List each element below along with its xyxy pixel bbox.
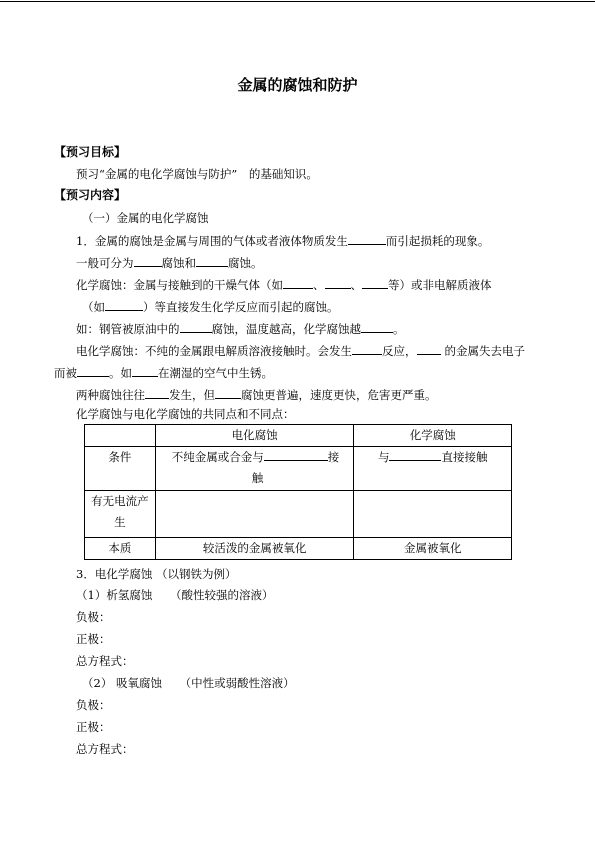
fill-blank[interactable] [348,233,386,245]
oxygen-note: （中性或弱酸性溶液） [179,676,295,690]
p4-text-a: （如 [82,300,105,314]
oxygen-label: （2） 吸氧腐蚀 [82,676,162,690]
table-row-current [85,491,512,538]
p3-text-d: 等）或非电解质液体 [388,278,492,292]
cell-current-electro [155,491,354,538]
fill-blank[interactable] [389,449,441,461]
row-label-current [85,491,156,538]
p8-text-b: 发生，但 [169,388,215,402]
hydrogen-positive-label: 正极： [76,632,111,646]
condition-electro-text-b: 接 [327,450,340,464]
cell-condition-chem [354,447,512,491]
p5-text-a: 如：钢管被原油中的 [76,322,180,336]
p2-text-c: 腐蚀。 [228,256,263,270]
goal-header: 【预习目标】 [54,145,127,159]
table-corner-cell [85,425,156,447]
paragraph-7 [54,365,273,381]
paragraph-6 [76,343,525,359]
goal-text [76,166,318,182]
cell-essence-electro: 较活泼的金属被氧化 [155,538,354,560]
fill-blank[interactable] [417,343,441,355]
p8-text-a: 两种腐蚀往往 [76,388,145,402]
table-row-essence [85,538,512,560]
fill-blank[interactable] [145,387,169,399]
p3-text-a: 化学腐蚀：金属与接触到的干燥气体（如 [76,278,283,292]
p6-text-c: 的金属失去电子 [444,344,525,358]
row-label-essence: 本质 [85,538,156,560]
p8-text-c: 腐蚀更普遍，速度更快，危害更严重。 [241,388,437,402]
row-label-condition: 条件 [85,447,156,491]
p4-text-b: ）等直接发生化学反应而引起的腐蚀。 [143,300,339,314]
condition-electro-text-a: 不纯金属或合金与 [171,450,264,464]
fill-blank[interactable] [134,255,162,267]
p7-text-b: 。如 [109,366,132,380]
p2-text-b: 腐蚀和 [161,256,196,270]
current-label-a: 有无电流产 [91,494,149,508]
fill-blank[interactable] [325,277,351,289]
section-heading-1: （一）金属的电化学腐蚀 [82,211,209,225]
fill-blank[interactable] [361,321,393,333]
paragraph-8 [76,387,437,403]
oxygen-positive-label: 正极： [76,720,111,734]
paragraph-4 [82,299,339,315]
condition-chem-text-a: 与 [377,450,390,464]
paragraph-3 [76,277,492,293]
fill-blank[interactable] [77,365,109,377]
oxygen-total-label: 总方程式： [76,742,134,756]
p5-text-b: 腐蚀，温度越高，化学腐蚀越 [211,322,361,336]
paragraph-9: 化学腐蚀与电化学腐蚀的共同点和不同点： [76,407,295,421]
hydrogen-heading [76,587,273,603]
table-header-row [85,425,512,447]
fill-blank[interactable] [105,299,143,311]
p6-text-a: 电化学腐蚀：不纯的金属跟电解质溶液接触时。会发生 [76,344,352,358]
goal-text-b: 的基础知识。 [248,167,318,181]
oxygen-heading [82,675,295,691]
condition-electro-text-c: 触 [251,471,264,485]
paragraph-5 [76,321,405,337]
oxygen-negative-label: 负极： [76,698,111,712]
fill-blank[interactable] [264,449,328,461]
column-header-chem: 化学腐蚀 [354,425,512,447]
hydrogen-note: （酸性较强的溶液） [169,588,274,602]
paragraph-2 [76,255,263,271]
content-header: 【预习内容】 [54,188,127,202]
fill-blank[interactable] [283,277,313,289]
column-header-electro: 电化腐蚀 [155,425,354,447]
p7-text-a: 而被 [54,366,77,380]
table-row-condition [85,447,512,491]
cell-essence-chem: 金属被氧化 [354,538,512,560]
cell-condition-electro [155,447,354,491]
goal-text-a: 预习“金属的电化学腐蚀与防护” [76,167,238,181]
top-rule [0,1,595,2]
condition-chem-text-b: 直接接触 [441,450,488,464]
fill-blank[interactable] [362,277,388,289]
paragraph-1 [76,233,489,249]
fill-blank[interactable] [132,365,158,377]
fill-blank[interactable] [352,343,382,355]
p5-text-c: 。 [393,322,405,336]
p2-text-a: 一般可分为 [76,256,134,270]
current-label-b: 生 [114,515,126,529]
p3-text-b: 、 [313,278,325,292]
comparison-table [84,424,512,560]
hydrogen-negative-label: 负极： [76,610,111,624]
p1-text-a: 1．金属的腐蚀是金属与周围的气体或者液体物质发生 [76,234,348,248]
hydrogen-label: （1）析氢腐蚀 [76,588,153,602]
hydrogen-total-label: 总方程式： [76,654,134,668]
p1-text-b: 而引起损耗的现象。 [385,234,490,248]
p7-text-c: 在潮湿的空气中生锈。 [158,366,273,380]
fill-blank[interactable] [180,321,212,333]
p3-text-c: 、 [350,278,362,292]
p6-text-b: 反应， [382,344,417,358]
fill-blank[interactable] [196,255,228,267]
cell-current-chem [354,491,512,538]
page-title: 金属的腐蚀和防护 [237,76,358,94]
fill-blank[interactable] [215,387,241,399]
section-heading-3: 3．电化学腐蚀 （以钢铁为例） [76,567,237,581]
